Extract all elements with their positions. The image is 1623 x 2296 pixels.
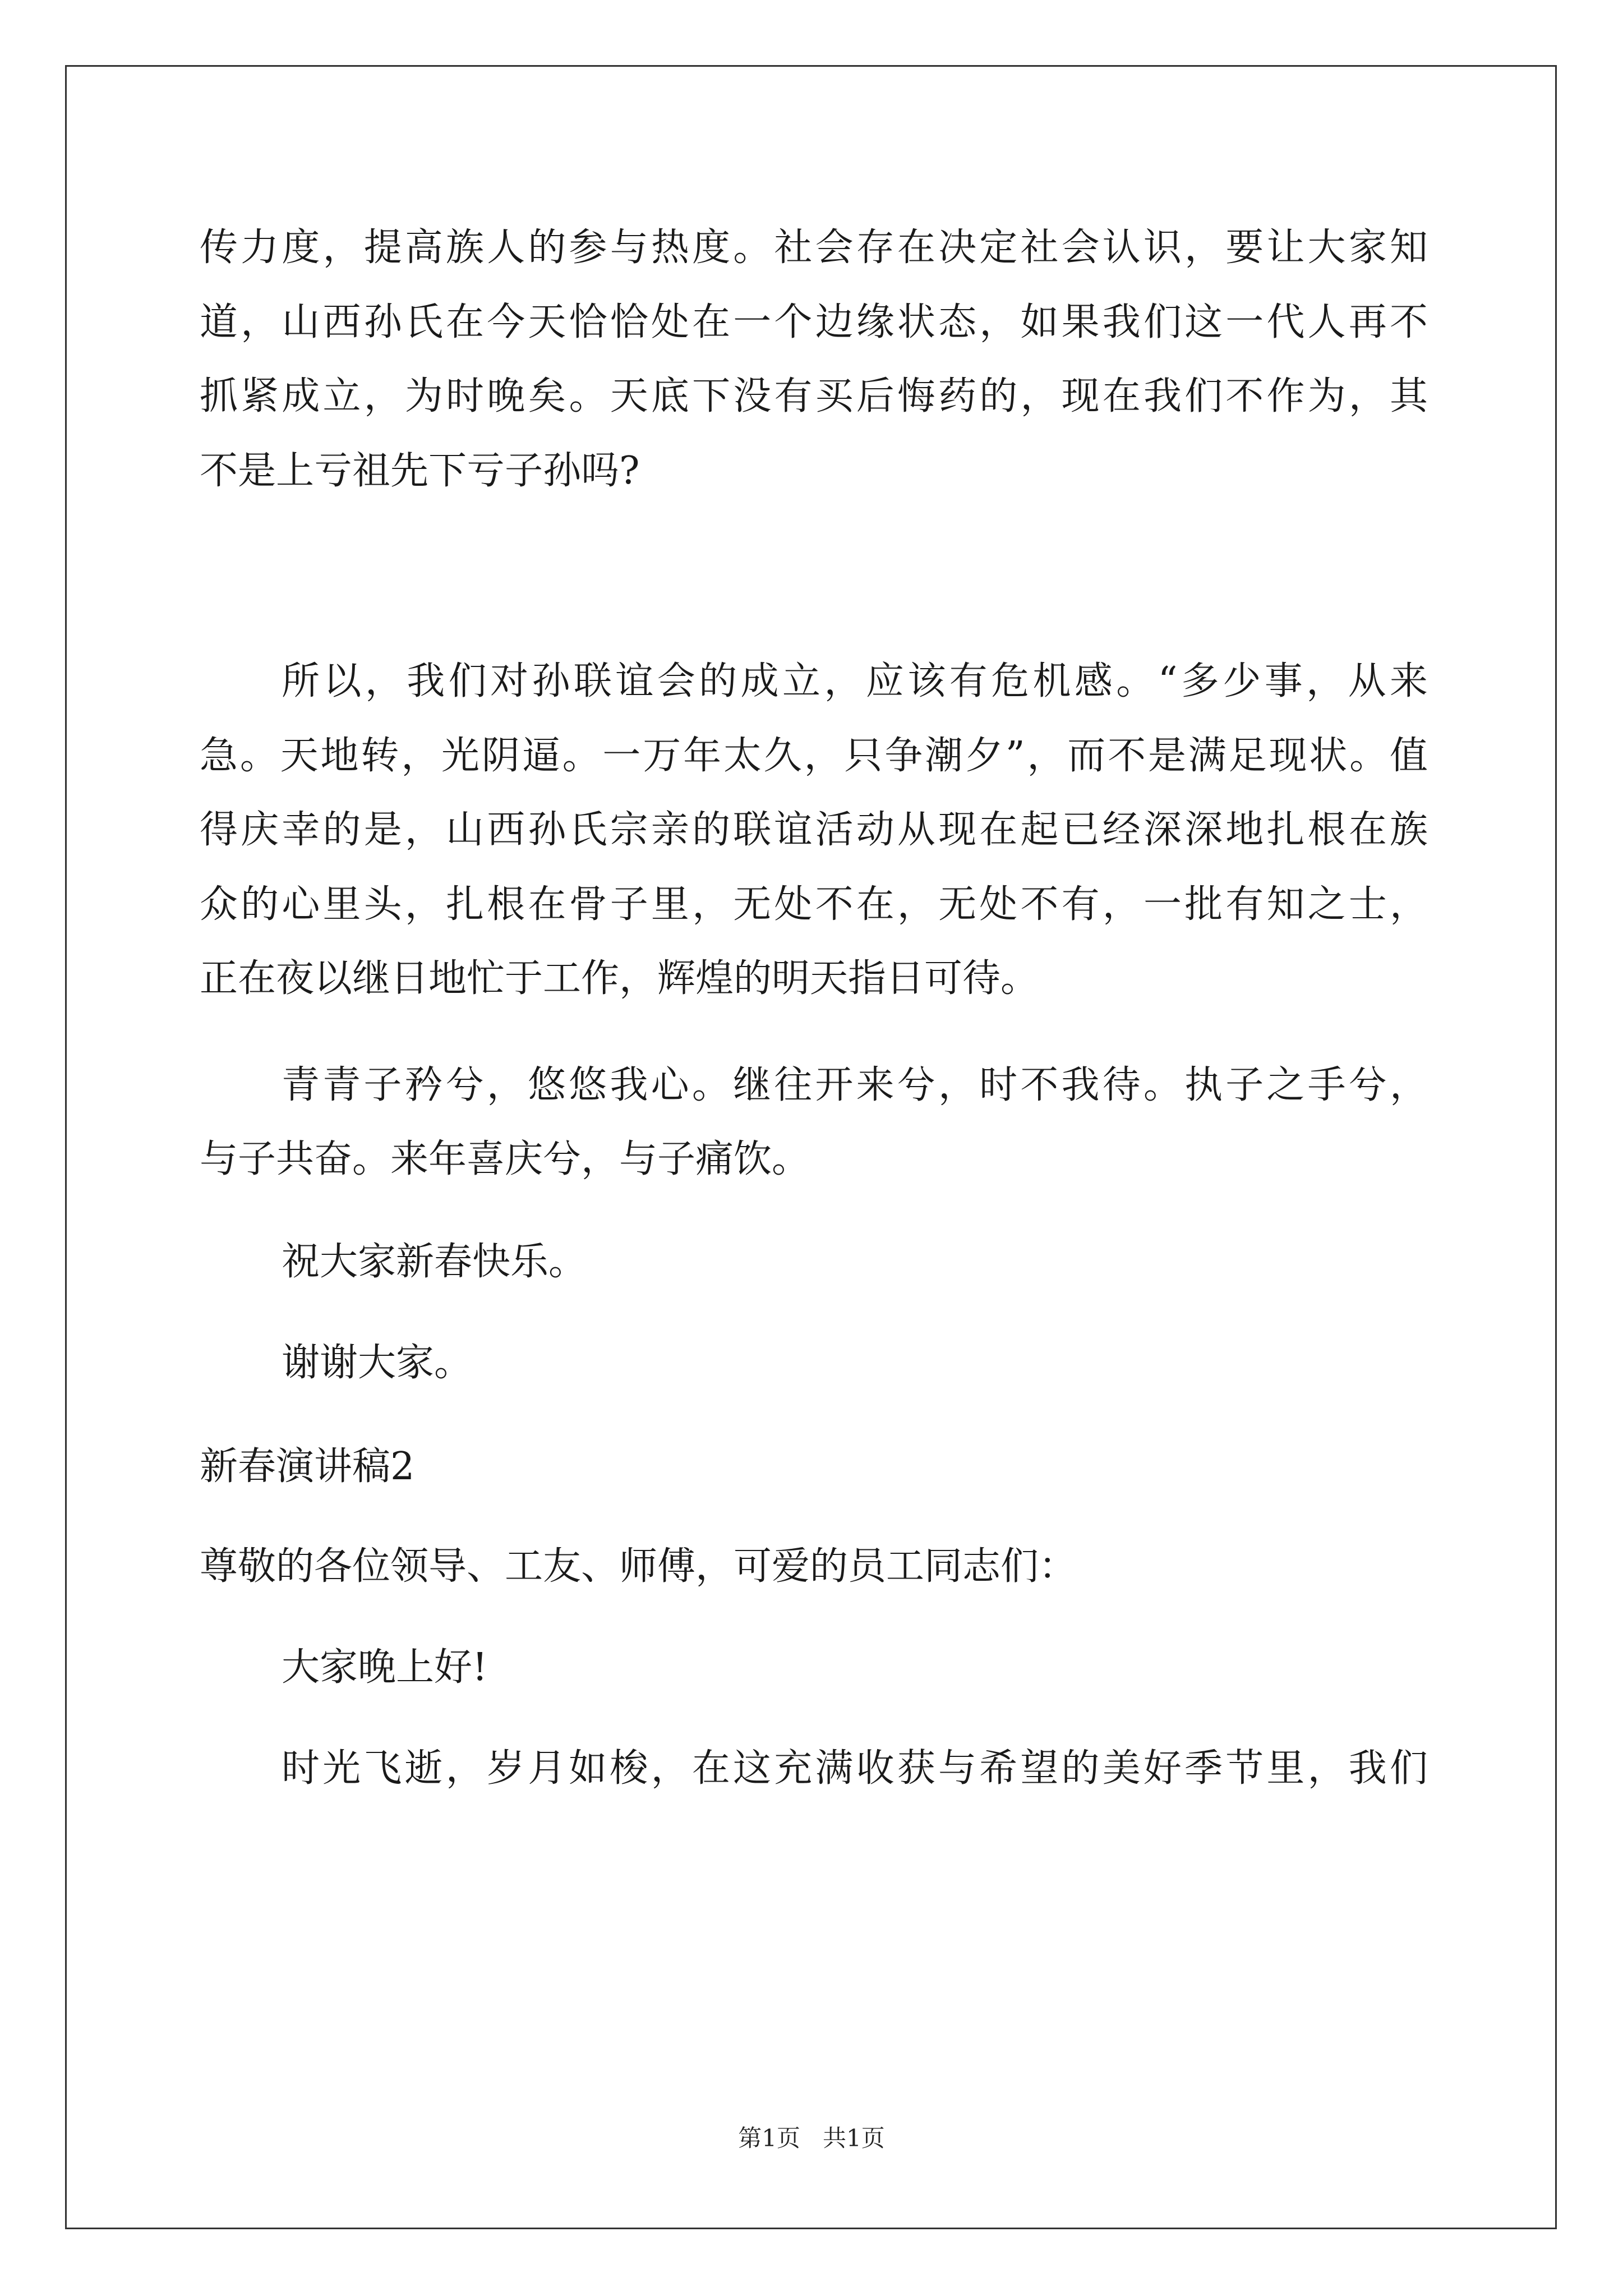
paragraph-line: 众的心里头，扎根在骨子里，无处不在，无处不有，一批有知之士，: [200, 882, 1428, 927]
salutation: 尊敬的各位领导、工友、师傅，可爱的员工同志们：: [200, 1544, 1077, 1589]
paragraph-line: 与子共奋。来年喜庆兮，与子痛饮。: [200, 1137, 810, 1181]
paragraph-line: 不是上亏祖先下亏子孙吗?: [200, 449, 640, 493]
paragraph-line: 大家晚上好!: [282, 1645, 488, 1690]
page-footer: [0, 2122, 1623, 2155]
paragraph-line: 时光飞逝，岁月如梭，在这充满收获与希望的美好季节里，我们: [282, 1746, 1428, 1791]
paragraph-line: 抓紧成立，为时晚矣。天底下没有买后悔药的，现在我们不作为，其: [200, 374, 1428, 418]
paragraph-line: 正在夜以继日地忙于工作，辉煌的明天指日可待。: [200, 956, 1039, 1001]
paragraph-line: 谢谢大家。: [282, 1341, 473, 1385]
paragraph-line: 道，山西孙氏在今天恰恰处在一个边缘状态，如果我们这一代人再不: [200, 300, 1428, 344]
paragraph-line: 急。天地转，光阴逼。一万年太久，只争潮夕”，而不是满足现状。值: [200, 734, 1428, 778]
paragraph-line: 传力度，提高族人的参与热度。社会存在决定社会认识，要让大家知: [200, 226, 1428, 270]
section-heading: 新春演讲稿2: [200, 1444, 415, 1489]
page-total: 共1页: [823, 2124, 885, 2152]
paragraph-line: 得庆幸的是，山西孙氏宗亲的联谊活动从现在起已经深深地扎根在族: [200, 808, 1428, 852]
page-number: 第1页: [738, 2124, 800, 2152]
paragraph-line: 所以，我们对孙联谊会的成立，应该有危机感。“多少事，从来: [282, 659, 1428, 703]
paragraph-line: 祝大家新春快乐。: [282, 1240, 587, 1284]
paragraph-line: 青青子矜兮，悠悠我心。继往开来兮，时不我待。执子之手兮，: [282, 1063, 1428, 1107]
